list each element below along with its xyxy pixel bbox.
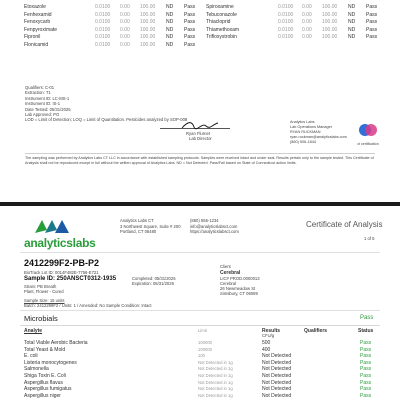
ct-certification-logo <box>356 123 380 146</box>
microbial-cell-limit: 100 <box>198 353 205 359</box>
pesticide-cell-w3: 100.00 <box>322 4 338 10</box>
header-unit: CFU/g <box>262 333 275 338</box>
pesticide-cell-name: Etoxazole <box>24 4 46 10</box>
microbial-row <box>0 393 400 400</box>
pesticide-cell-name2: Trifloxystrobin <box>206 34 237 41</box>
client-line-2: Cerebral <box>220 281 237 286</box>
pesticide-cell-v3: 100.00 <box>140 11 156 18</box>
lab-contact-line: (860) 506-1844 <box>290 140 316 144</box>
pesticide-cell-w1: 0.0100 <box>278 26 294 33</box>
header-results: Results <box>262 328 281 334</box>
pesticide-cell-status2: Pass <box>366 19 378 26</box>
pesticide-cell-result2: ND <box>348 34 356 41</box>
microbial-cell-analyte: Total Yeast & Mold <box>24 346 66 353</box>
microbial-cell-status: Pass <box>360 340 372 346</box>
pesticide-cell-name2: Tebuconazole <box>206 11 237 18</box>
pesticide-cell-status2: Pass <box>366 4 378 10</box>
page-number: 1 of 5 <box>364 236 375 241</box>
lab-contact-line: ryan.ruckman@analyticslabs.com <box>290 135 347 139</box>
pesticide-cell-v3: 100.00 <box>140 42 156 48</box>
pesticide-cell-v1: 0.0100 <box>95 11 111 18</box>
microbial-cell-result: Not Detected <box>262 386 292 393</box>
pesticide-cell-v2: 0.00 <box>120 19 130 26</box>
pesticide-cell-v1: 0.0100 <box>95 26 111 33</box>
microbial-cell-limit: Not Detected in 1g <box>198 392 233 398</box>
microbial-cell-limit: Not Detected in 1g <box>198 366 233 372</box>
pesticide-cell-status2: Pass <box>366 26 378 33</box>
lab-phone: (860) 555-1234 <box>190 218 219 223</box>
lab-address-1: 3 Northwest Square, Suite # 200 <box>120 224 181 229</box>
pesticide-cell-name2: Spiroxamine <box>206 4 234 10</box>
analytics-labs-logo-icon <box>33 218 77 234</box>
qualifier-line: Extraction: T1 <box>25 90 51 96</box>
header-qualifiers: Qualifiers <box>304 328 328 334</box>
pesticide-cell-w2: 0.00 <box>302 26 312 33</box>
header-analyte: Analyte <box>24 328 43 334</box>
expiration-date: Expiration: 05/31/2026 <box>132 281 174 286</box>
qualifier-line: Instrument ID: LC-MS-1 <box>25 95 70 101</box>
pesticide-cell-v2: 0.00 <box>120 11 130 18</box>
pesticide-cell-name: Fipronil <box>24 34 41 41</box>
pesticide-cell-v2: 0.00 <box>120 34 130 41</box>
signature-name: Ryan Flurnet <box>186 131 210 136</box>
microbial-cell-result: Not Detected <box>262 392 292 399</box>
pesticide-cell-status: Pass <box>184 11 196 18</box>
logo-wordmark: analyticslabs <box>24 236 96 250</box>
document-title: Certificate of Analysis <box>306 220 383 229</box>
pesticide-cell-w1: 0.0100 <box>278 11 294 18</box>
lab-address-2: Portland, CT 06480 <box>120 229 157 234</box>
microbial-cell-analyte: E. coli <box>24 353 38 360</box>
biotrack-lot-id: BioTrack Lot ID: 0014F482E-7756-E721 <box>24 270 99 275</box>
signature-image <box>180 119 220 131</box>
pesticide-cell-v2: 0.00 <box>120 26 130 33</box>
completed-date: Completed: 05/31/2025 <box>132 276 176 281</box>
client-line-4: Simsbury, CT 06089 <box>220 291 258 296</box>
microbial-cell-status: Pass <box>360 366 372 373</box>
matrix: Plant, Flower - Cured <box>24 289 64 294</box>
pesticide-cell-status: Pass <box>184 19 196 26</box>
header-status: Status <box>358 328 374 334</box>
pesticide-cell-w1: 0.0100 <box>278 34 294 41</box>
microbial-cell-analyte: Aspergillus niger <box>24 392 61 399</box>
pesticide-cell-result2: ND <box>348 4 356 10</box>
pesticide-cell-result: ND <box>166 42 174 48</box>
signature-title: Lab Director <box>189 136 212 141</box>
microbial-cell-analyte: Total Viable Aerobic Bacteria <box>24 340 88 346</box>
pesticide-cell-result: ND <box>166 26 174 33</box>
pesticide-cell-v3: 100.00 <box>140 34 156 41</box>
pesticide-row <box>0 42 400 50</box>
coa-page-2 <box>0 206 400 400</box>
pesticide-cell-v3: 100.00 <box>140 19 156 26</box>
pesticide-cell-v2: 0.00 <box>120 4 130 10</box>
pesticide-cell-v1: 0.0100 <box>95 4 111 10</box>
microbial-cell-status: Pass <box>360 379 372 386</box>
lab-website: https://analyticslabsct.com <box>190 229 239 234</box>
pesticide-cell-w3: 100.00 <box>322 11 338 18</box>
sample-details: Batch: 2412299F2 / Units: 1 / Amended: No Sample Condition: Intact <box>24 303 152 308</box>
microbial-cell-limit: 100000 <box>198 340 212 345</box>
microbial-cell-status: Pass <box>360 346 372 353</box>
section-title-microbials: Microbials <box>24 314 58 323</box>
header-limit: Limit <box>198 328 207 333</box>
pesticide-cell-name: Fenpyroximate <box>24 26 58 33</box>
pesticide-cell-w2: 0.00 <box>302 11 312 18</box>
qualifier-line: LOD = Limit of Detection; LOQ = Limit of Quantitation. Pesticides analyzed by SOP-008 <box>25 117 188 123</box>
microbial-cell-analyte: Listeria monocytogenes <box>24 359 77 366</box>
qualifier-line: Instrument ID: IS-1 <box>25 101 61 107</box>
pesticide-cell-w3: 100.00 <box>322 19 338 26</box>
pesticide-cell-v1: 0.0100 <box>95 34 111 41</box>
pesticide-cell-v3: 100.00 <box>140 4 156 10</box>
microbial-cell-status: Pass <box>360 373 372 379</box>
pesticide-cell-w1: 0.0100 <box>278 19 294 26</box>
pesticide-cell-v3: 100.00 <box>140 26 156 33</box>
pesticide-cell-v1: 0.0100 <box>95 19 111 26</box>
client-name: Cerebral <box>220 270 241 276</box>
microbial-cell-result: Not Detected <box>262 366 292 373</box>
microbial-cell-status: Pass <box>360 353 372 360</box>
ct-certification-label: ct certification <box>357 142 379 146</box>
microbial-cell-limit: Not Detected in 1g <box>198 373 233 378</box>
section-status: Pass <box>360 315 374 321</box>
qualifier-line: Date Tested: 05/31/2025 <box>25 106 71 112</box>
lab-contact-line: RYAN RUCKMAN <box>290 130 321 134</box>
microbial-cell-limit: 100000 <box>198 346 212 352</box>
sample-id-title: 2412299F2-PB-P2 <box>24 258 100 268</box>
microbial-cell-result: 500 <box>262 340 271 346</box>
pesticide-cell-v2: 0.00 <box>120 42 130 48</box>
client-line-1: LIC# PROD.0000013 <box>220 276 260 281</box>
pesticide-cell-name: Fenhexamid <box>24 11 52 18</box>
pesticide-cell-result: ND <box>166 11 174 18</box>
microbial-cell-limit: Not Detected in 1g <box>198 379 233 385</box>
pesticide-cell-name2: Thiamethoxam <box>206 26 240 33</box>
disclaimer-text: The sampling was performed by Analytics Labs CT LLC in accordance with established sampling protocols. Samples were received intact and under seal. Results pertain only to the sample tested. This Certificate of Analysis shall not be reproduced except in full without the written approval of Analytics Labs. ND = Not Detected. Pass/Fail based on State of Connecticut action limits. <box>25 156 374 165</box>
pesticide-cell-result: ND <box>166 19 174 26</box>
pesticide-cell-status: Pass <box>184 4 196 10</box>
pesticide-cell-result2: ND <box>348 11 356 18</box>
pesticide-cell-w2: 0.00 <box>302 4 312 10</box>
pesticide-cell-name2: Thiacloprid <box>206 19 231 26</box>
microbial-cell-result: Not Detected <box>262 353 292 360</box>
lab-name: Analytics Labs CT <box>120 218 154 223</box>
pesticide-cell-w2: 0.00 <box>302 19 312 26</box>
microbial-cell-result: Not Detected <box>262 379 292 386</box>
microbial-cell-analyte: Salmonella <box>24 366 49 373</box>
microbial-cell-status: Pass <box>360 359 372 366</box>
pesticide-cell-status: Pass <box>184 42 196 48</box>
sample-size: Sample Size: 15 units <box>24 298 65 303</box>
pesticide-cell-result: ND <box>166 4 174 10</box>
microbial-cell-analyte: Aspergillus flavus <box>24 379 63 386</box>
pesticide-cell-w3: 100.00 <box>322 26 338 33</box>
pesticide-cell-status2: Pass <box>366 11 378 18</box>
pesticide-cell-status: Pass <box>184 26 196 33</box>
pesticide-cell-status2: Pass <box>366 34 378 41</box>
pesticide-cell-w1: 0.0100 <box>278 4 294 10</box>
sample-id: Sample ID: 250ANSCT0312-1935 <box>24 276 117 282</box>
microbial-cell-limit: Not Detected in 1g <box>198 359 233 365</box>
microbial-cell-status: Pass <box>360 392 372 399</box>
pesticide-cell-w3: 100.00 <box>322 34 338 41</box>
microbial-cell-result: Not Detected <box>262 373 292 379</box>
pesticide-cell-result2: ND <box>348 26 356 33</box>
pesticide-cell-name: Flonicamid <box>24 42 49 48</box>
pesticide-cell-result: ND <box>166 34 174 41</box>
client-line-3: 26 Newmeadow St <box>220 286 256 291</box>
microbial-cell-analyte: Aspergillus fumigatus <box>24 386 72 393</box>
lab-contact-line: Analytics Labs <box>290 120 315 124</box>
lab-contact-line: Lab Operations Manager <box>290 125 333 129</box>
pesticide-cell-status: Pass <box>184 34 196 41</box>
microbial-cell-status: Pass <box>360 386 372 393</box>
microbial-cell-result: 400 <box>262 346 271 353</box>
qualifier-line: Qualifiers: C-01 <box>25 85 55 90</box>
pesticide-cell-name: Fenoxycarb <box>24 19 51 26</box>
client-label: Client <box>220 264 231 269</box>
microbial-cell-limit: Not Detected in 1g <box>198 386 233 392</box>
microbial-cell-analyte: Shiga Toxin E. Coli <box>24 373 66 379</box>
qualifier-line: Lab Approved: PO <box>25 112 60 117</box>
lab-email: info@analyticslabsct.com <box>190 224 238 229</box>
pesticide-cell-result2: ND <box>348 19 356 26</box>
strain: Strain: PB Breath <box>24 284 57 289</box>
pesticide-cell-v1: 0.0100 <box>95 42 111 48</box>
microbial-cell-result: Not Detected <box>262 359 292 366</box>
pesticide-cell-w2: 0.00 <box>302 34 312 41</box>
